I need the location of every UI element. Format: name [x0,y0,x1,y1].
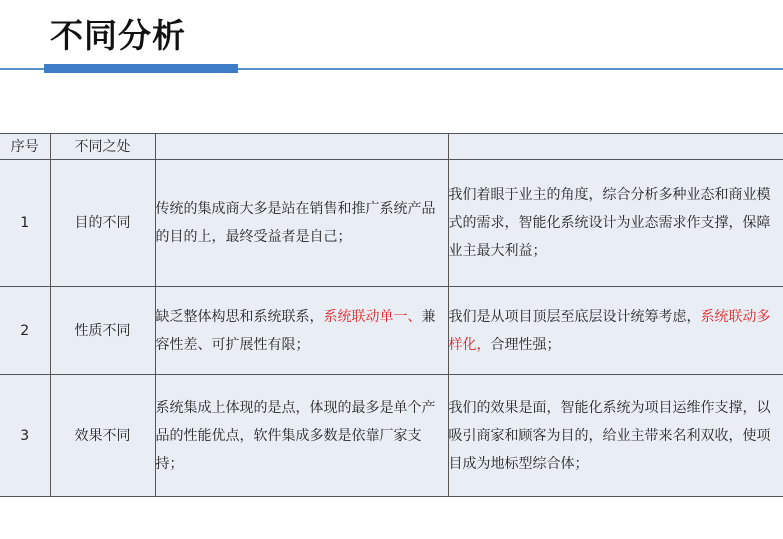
row-index: 1 [0,160,50,287]
table-row [0,375,783,497]
title-accent-bar [44,64,238,73]
header-index: 序号 [0,134,50,160]
others-text-pre: 缺乏整体构思和系统联系， [155,308,324,325]
others-text-post: 兼容性差、可扩展性有限； [155,308,436,353]
header-ours [448,134,783,160]
others-description: 系统集成上体现的是点，体现的最多是单个产品的性能优点，软件集成多数是依靠厂家支持； [155,375,448,497]
ours-text-pre: 我们是从项目顶层至底层设计统筹考虑， [448,308,701,325]
table-header-row [0,134,783,160]
row-aspect: 效果不同 [50,375,155,497]
table-row [0,160,783,287]
page-title: 不同分析 [50,16,186,55]
row-index: 2 [0,287,50,375]
ours-description: 我们的效果是面，智能化系统为项目运维作支撑，以吸引商家和顾客为目的，给业主带来名利双收，使项目成为地标型综合体； [448,375,783,497]
row-aspect: 目的不同 [50,160,155,287]
ours-text-post: 合理性强； [490,336,561,353]
header-difference: 不同之处 [50,134,155,160]
comparison-table [0,133,783,497]
ours-text-highlight: 系统联动多样化， [448,308,771,353]
others-description: 传统的集成商大多是站在销售和推广系统产品的目的上，最终受益者是自己； [155,160,448,287]
others-description [155,287,448,375]
row-index: 3 [0,375,50,497]
header-others [155,134,448,160]
others-text-highlight: 系统联动单一、 [323,308,422,325]
ours-description [448,287,783,375]
row-aspect: 性质不同 [50,287,155,375]
ours-description: 我们着眼于业主的角度，综合分析多种业态和商业模式的需求，智能化系统设计为业态需求作支撑，保障业主最大利益； [448,160,783,287]
table-row [0,287,783,375]
